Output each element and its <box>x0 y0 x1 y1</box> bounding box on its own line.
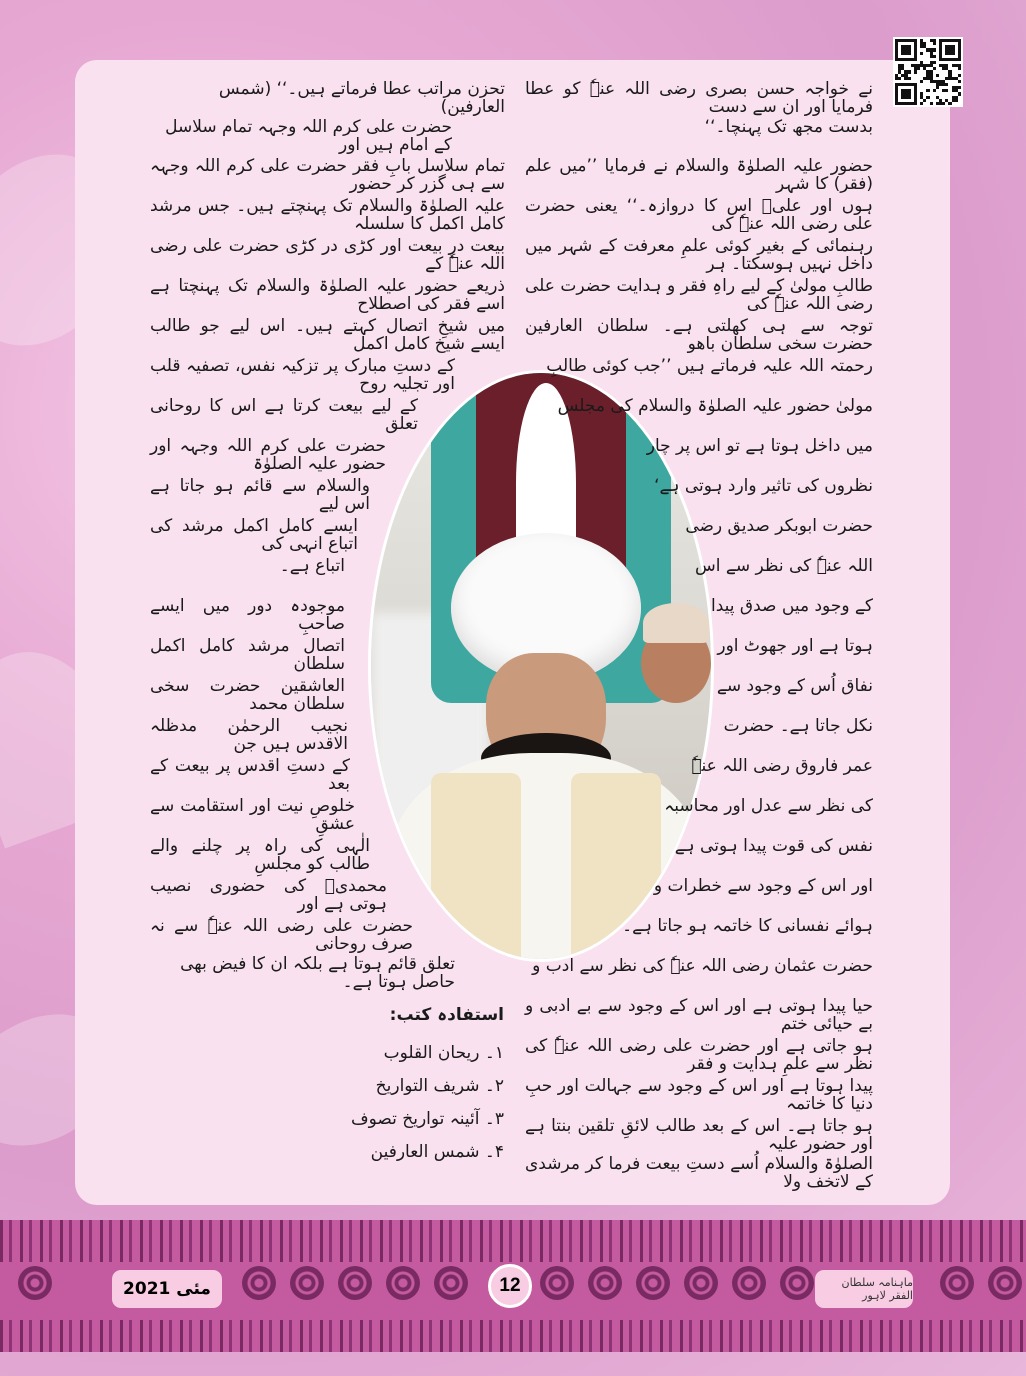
text-line: الٰہی کی راہ پر چلنے والے طالب کو مجلسِ <box>150 836 370 874</box>
text-line: خلوصِ نیت اور استقامت سے عشقِ <box>150 796 355 834</box>
ornament-rosette <box>290 1266 324 1300</box>
ornament-rosette <box>588 1266 622 1300</box>
ornament-rosette <box>780 1266 814 1300</box>
ornament-rosette <box>18 1266 52 1300</box>
page-number: 12 <box>488 1264 532 1308</box>
references-heading: استفادہ کتب: <box>389 1005 504 1025</box>
text-line: نے خواجہ حسن بصری رضی اللہ عنہٗ کو عطا فرمایا اور ان سے دست <box>525 79 873 117</box>
ornament-rosette <box>940 1266 974 1300</box>
text-line: نفس کی قوت پیدا ہوتی ہے <box>674 836 873 856</box>
portrait-photo <box>368 370 714 962</box>
ornament-rosette <box>242 1266 276 1300</box>
text-line: اور اس کے وجود سے خطرات و <box>653 876 873 896</box>
ornament-rosette <box>338 1266 372 1300</box>
text-line: ایسے کامل اکمل مرشد کی اتباع انہی کی <box>150 516 358 554</box>
ornament-rosette <box>732 1266 766 1300</box>
text-line: کے دستِ اقدس پر بیعت کے بعد <box>150 756 350 794</box>
ornament-rosette <box>540 1266 574 1300</box>
text-line: حضور علیہ الصلوٰۃ والسلام نے فرمایا ’’میں علم (فقر) کا شہر <box>525 156 873 194</box>
text-line: رحمتہ اللہ علیہ فرماتے ہیں ’’جب کوئی طالبِ <box>546 356 873 376</box>
text-line: ہوائے نفسانی کا خاتمہ ہو جاتا ہے۔ <box>622 916 873 936</box>
text-line: تعلق قائم ہوتا ہے بلکہ ان کا فیض بھی حاصل ہوتا ہے۔ <box>180 954 455 992</box>
text-line: کے دستِ مبارک پر تزکیہ نفس، تصفیہ قلب اور تجلیہ روح <box>150 356 455 394</box>
text-line: حضرت علی کرم اللہ وجہہ تمام سلاسل کے امام ہیں اور <box>165 117 452 155</box>
text-line: حیا پیدا ہوتی ہے اور اس کے وجود سے بے ادبی و بے حیائی ختم <box>525 996 873 1034</box>
qr-code-icon <box>893 37 963 107</box>
text-line: میں داخل ہوتا ہے تو اس پر چار <box>646 436 873 456</box>
issue-date: مئی 2021 <box>112 1270 222 1308</box>
text-line: کی نظر سے عدل اور محاسبہ <box>664 796 873 816</box>
text-line: نظروں کی تاثیر وارد ہوتی ہے‘ <box>654 476 873 496</box>
text-line: حضرت عثمان رضی اللہ عنہٗ کی نظر سے ادب و <box>532 956 873 976</box>
text-line: العاشقین حضرت سخی سلطان محمد <box>150 676 345 714</box>
text-line: علیہ الصلوٰۃ والسلام تک پہنچتے ہیں۔ جس مرشد کامل اکمل کا سلسلہ <box>150 196 505 234</box>
text-line: ہو جاتا ہے۔ اس کے بعد طالب لائقِ تلقین بنتا ہے اور حضور علیہ <box>525 1116 873 1154</box>
text-line: والسلام سے قائم ہو جاتا ہے اس لیے <box>150 476 370 514</box>
text-line: ہو جاتی ہے اور حضرت علی رضی اللہ عنہٗ کی نظر سے علمِ ہدایت و فقر <box>525 1036 873 1074</box>
ornament-strip <box>0 1220 1026 1262</box>
text-line: حضرت علی کرم اللہ وجہہ اور حضور علیہ الصلوٰۃ <box>150 436 386 474</box>
ornament-rosette <box>386 1266 420 1300</box>
reference-item: ۱۔ ریحان القلوب <box>383 1043 504 1063</box>
text-line: ہوں اور علیؓ اس کا دروازہ۔‘‘ یعنی حضرت علی رضی اللہ عنہٗ کی <box>525 196 873 234</box>
text-line: ذریعے حضور علیہ الصلوٰۃ والسلام تک پہنچتا ہے اسے فقر کی اصطلاح <box>150 276 505 314</box>
text-line: تحزن مراتب عطا فرماتے ہیں۔‘‘ (شمس العارفین) <box>218 79 505 117</box>
text-line: حضرت علی رضی اللہ عنہٗ سے نہ صرف روحانی <box>150 916 413 954</box>
text-line: توجہ سے ہی کھلتی ہے۔ سلطان العارفین حضرت سخی سلطان باھو <box>525 316 873 354</box>
text-line: میں شیخِ اتصال کہتے ہیں۔ اس لیے جو طالب ایسے شیخ کامل اکمل <box>150 316 505 354</box>
magazine-logo: ماہنامہ سلطان الفقر لاہور <box>815 1270 913 1308</box>
text-line: کے لیے بیعت کرتا ہے اس کا روحانی تعلق <box>150 396 418 434</box>
text-line: تمام سلاسل بابِ فقر حضرت علی کرم اللہ وجہہ سے ہی گزر کر حضور <box>150 156 505 194</box>
text-line: موجودہ دور میں ایسے صاحبِ <box>150 596 345 634</box>
ornament-strip <box>0 1320 1026 1352</box>
text-line: طالبِ مولیٰ کے لیے راہِ فقر و ہدایت حضرت علی رضی اللہ عنہٗ کی <box>525 276 873 314</box>
text-line: ہوتا ہے اور جھوٹ اور <box>717 636 873 656</box>
reference-item: ۴۔ شمس العارفین <box>370 1142 504 1162</box>
reference-item: ۲۔ شریف التواریخ <box>375 1076 504 1096</box>
text-line: حضرت ابوبکر صدیق رضی <box>685 516 873 536</box>
text-line: کے وجود میں صدق پیدا <box>711 596 873 616</box>
ornament-rosette <box>988 1266 1022 1300</box>
text-line: اتباع ہے۔ <box>279 556 345 576</box>
ornament-rosette <box>636 1266 670 1300</box>
text-line: محمدیؐ کی حضوری نصیب ہوتی ہے اور <box>150 876 387 914</box>
text-line: بیعت در بیعت اور کڑی در کڑی حضرت علی رضی اللہ عنہٗ کے <box>150 236 505 274</box>
text-line: الصلوٰۃ والسلام اُسے دستِ بیعت فرما کر مرشدی کے لاتخف ولا <box>525 1154 873 1192</box>
text-line: بدست مجھ تک پہنچا۔‘‘ <box>704 117 873 137</box>
ornament-rosette <box>684 1266 718 1300</box>
text-line: نفاق اُس کے وجود سے <box>716 676 873 696</box>
ornament-rosette <box>434 1266 468 1300</box>
text-line: رہنمائی کے بغیر کوئی علمِ معرفت کے شہر میں داخل نہیں ہوسکتا۔ ہر <box>525 236 873 274</box>
text-line: اتصال مرشد کامل اکمل سلطان <box>150 636 345 674</box>
text-line: پیدا ہوتا ہے اور اس کے وجود سے جہالت اور حبِ دنیا کا خاتمہ <box>525 1076 873 1114</box>
reference-item: ۳۔ آئینہ تواریخ تصوف <box>350 1109 504 1129</box>
text-line: نکل جاتا ہے۔ حضرت <box>723 716 873 736</box>
text-line: مولیٰ حضور علیہ الصلوٰۃ والسلام کی مجلس <box>557 396 873 416</box>
text-line: عمر فاروق رضی اللہ عنہٗ <box>691 756 873 776</box>
text-line: اللہ عنہٗ کی نظر سے اس <box>695 556 873 576</box>
text-line: نجیب الرحمٰن مدظلہ الاقدس ہیں جن <box>150 716 348 754</box>
